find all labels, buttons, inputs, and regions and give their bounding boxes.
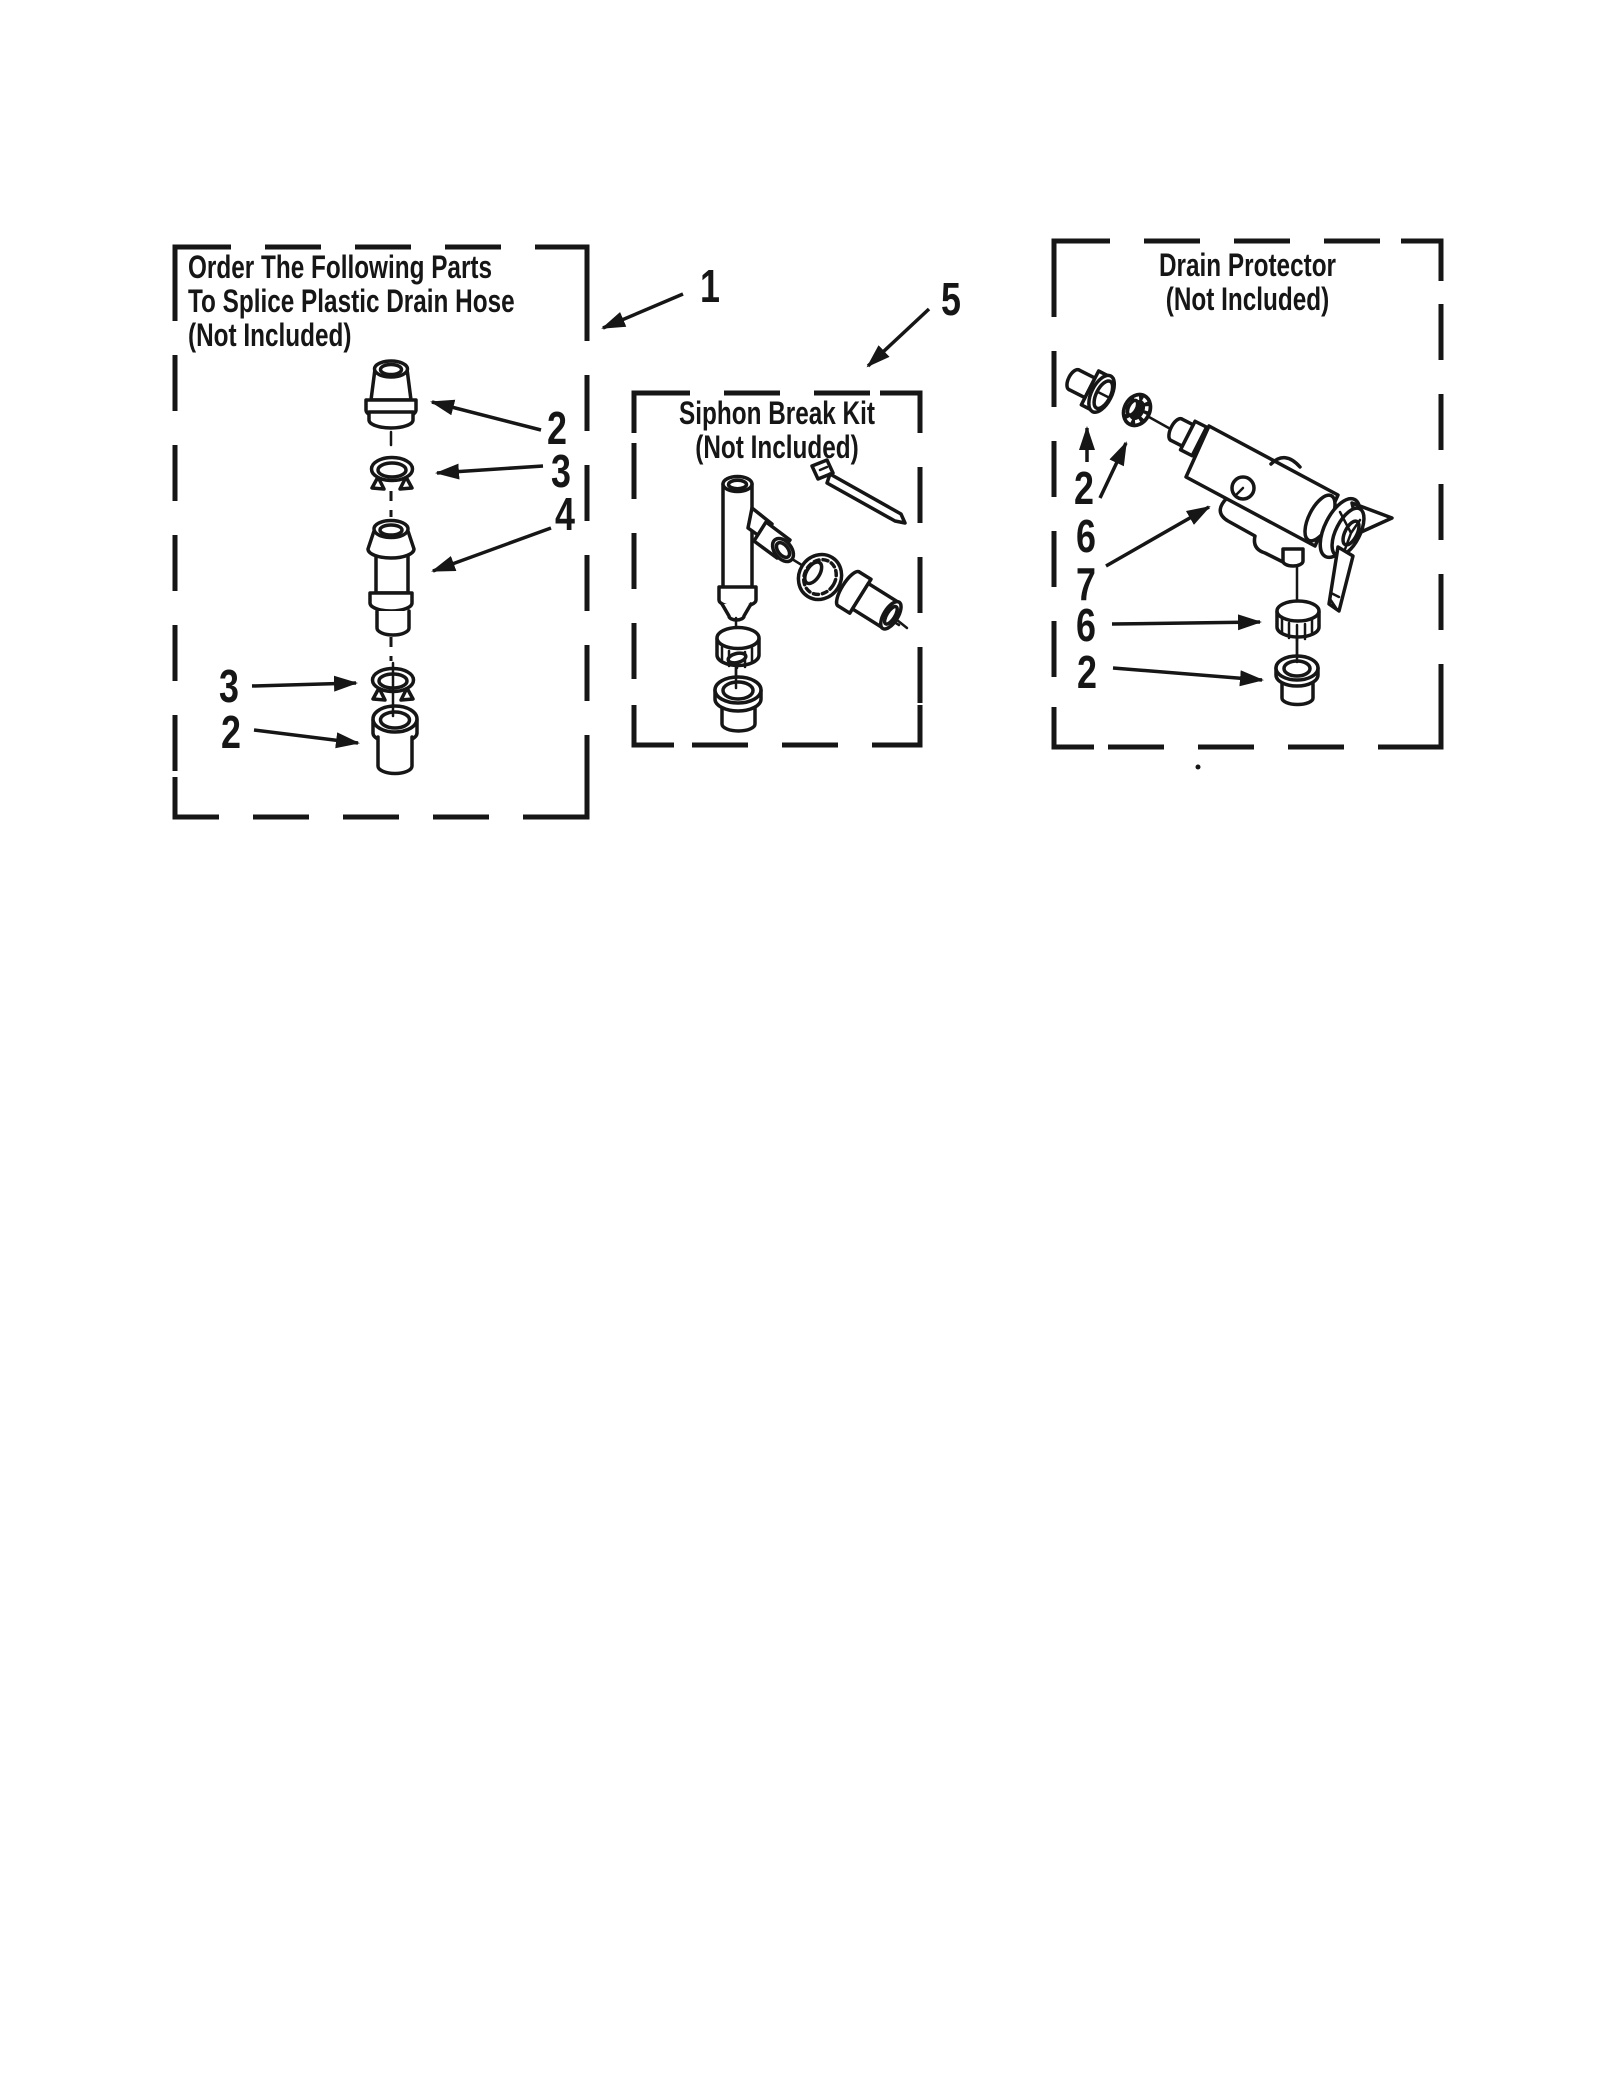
title-line: Order The Following Parts (188, 249, 493, 285)
callout-6-protector-top-label: 6 (1076, 510, 1096, 562)
title-line: (Not Included) (188, 317, 352, 353)
title-line: (Not Included) (1165, 281, 1330, 317)
hose-clamp-top-drawing (372, 458, 413, 518)
callout-5-label: 5 (941, 273, 961, 325)
siphon-standpipe-drawing (719, 477, 798, 621)
callout-3-top-label: 3 (551, 445, 571, 497)
arrow-to-clamp-bottom (252, 683, 356, 686)
splice-box-title (188, 250, 614, 352)
title-line: Drain Protector (1158, 247, 1337, 283)
arrow-to-connector (433, 528, 551, 571)
protector-ring-drawing (1277, 601, 1319, 640)
siphon-hose-adapter-drawing (832, 568, 907, 636)
hose-coupling-bottom-drawing (373, 706, 417, 774)
callout-2-bottom-label: 2 (221, 706, 241, 758)
protector-cup-drawing (1276, 656, 1318, 705)
cable-tie-drawing (812, 460, 905, 523)
siphon-grommet-drawing (715, 677, 761, 731)
protector-coupling-drawing (1060, 359, 1120, 416)
arrow-to-coupling-top (432, 402, 541, 430)
title-line: (Not Included) (695, 429, 859, 465)
callout-6-protector-bottom-label: 6 (1076, 599, 1096, 651)
drain-box-title (1100, 248, 1394, 316)
arrow-to-protector-body (1106, 507, 1209, 566)
siphon-box-title (668, 396, 885, 464)
arrow-to-coupling-bottom (254, 730, 358, 743)
arrow-to-siphon-box (868, 309, 929, 366)
print-speck (1196, 765, 1201, 770)
arrow-to-protector-ring (1112, 622, 1260, 624)
callout-4-label: 4 (555, 488, 575, 540)
callout-3-bottom-label: 3 (219, 660, 239, 712)
arrow-to-protector-cup (1113, 668, 1262, 680)
arrow-to-protector-nut (1100, 443, 1126, 498)
hose-coupling-top-drawing (366, 361, 416, 445)
arrow-to-splice-box (603, 294, 683, 328)
title-line: Siphon Break Kit (679, 395, 875, 431)
callout-2-top-label: 2 (547, 402, 567, 454)
callout-1-label: 1 (700, 260, 720, 312)
callout-2-protector-bottom-label: 2 (1077, 646, 1097, 698)
callout-2-protector-top-label: 2 (1074, 462, 1094, 514)
siphon-clamp-ring-drawing (717, 628, 759, 669)
splice-connector-drawing (368, 521, 414, 662)
arrow-to-clamp-top (437, 466, 543, 473)
title-line: To Splice Plastic Drain Hose (188, 283, 515, 319)
callout-7-label: 7 (1076, 558, 1096, 610)
protector-nut-drawing (1118, 389, 1156, 430)
